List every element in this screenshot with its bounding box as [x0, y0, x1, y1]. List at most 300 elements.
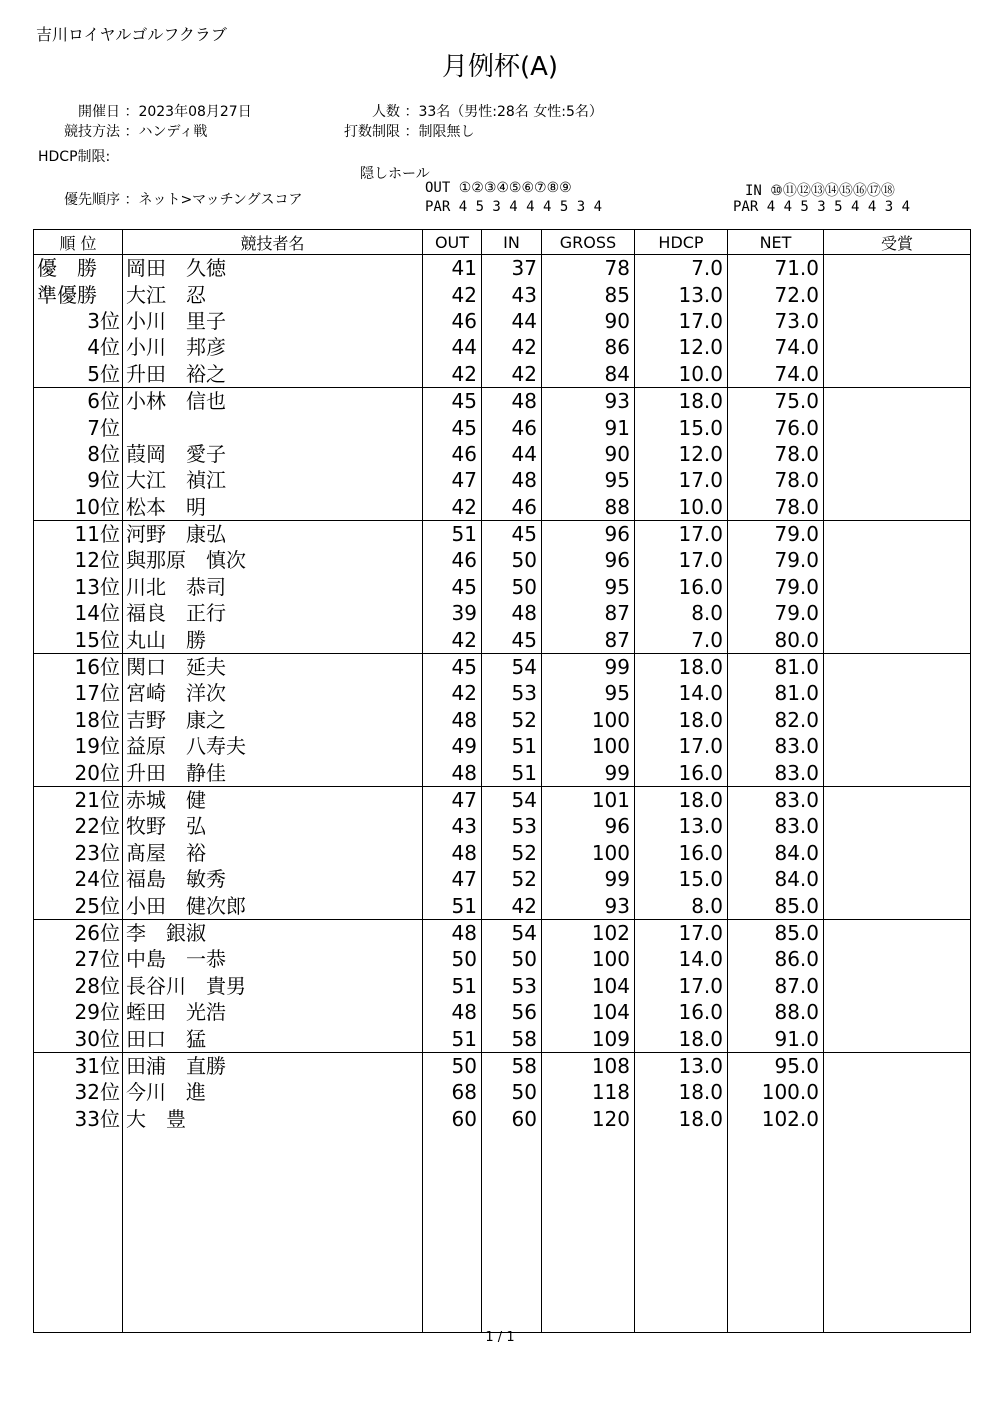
cell-out: 42 [423, 281, 482, 307]
priority-value: ネット>マッチングスコア [138, 192, 303, 208]
table-row [34, 892, 971, 919]
cell-gross: 100 [542, 840, 635, 866]
cell-in: 42 [482, 892, 542, 919]
cell-net: 84.0 [728, 840, 824, 866]
cell-name: 川北 恭司 [123, 574, 423, 600]
cell-award [824, 653, 971, 680]
cell-award [824, 813, 971, 839]
cell-hdcp: 10.0 [635, 361, 728, 388]
table-row [34, 653, 971, 680]
cell-award [824, 441, 971, 467]
cell-gross: 88 [542, 494, 635, 521]
cell-out: 50 [423, 946, 482, 972]
table-row [34, 733, 971, 759]
cell-gross: 78 [542, 255, 635, 282]
cell-name: 長谷川 貴男 [123, 973, 423, 999]
cell-hdcp: 16.0 [635, 999, 728, 1025]
cell-out: 60 [423, 1106, 482, 1132]
cell-out: 42 [423, 361, 482, 388]
cell-gross: 99 [542, 759, 635, 786]
cell-hdcp: 14.0 [635, 680, 728, 706]
cell-gross: 95 [542, 467, 635, 493]
cell-net: 81.0 [728, 680, 824, 706]
cell-out: 42 [423, 626, 482, 653]
col-header-net: NET [728, 230, 824, 255]
cell-in: 48 [482, 387, 542, 414]
col-header-out: OUT [423, 230, 482, 255]
cell-in: 37 [482, 255, 542, 282]
cell-name: 今川 進 [123, 1079, 423, 1105]
col-header-name: 競技者名 [123, 230, 423, 255]
table-row [34, 387, 971, 414]
cell-out: 45 [423, 574, 482, 600]
page-number: 1 / 1 [485, 1330, 515, 1345]
cell-out: 68 [423, 1079, 482, 1105]
players-row [325, 101, 603, 121]
table-row [34, 919, 971, 946]
cell-name: 小田 健次郎 [123, 892, 423, 919]
cell-in: 43 [482, 281, 542, 307]
cell-award [824, 547, 971, 573]
cell-rank: 18位 [34, 707, 123, 733]
cell-name: 中島 一恭 [123, 946, 423, 972]
club-name: 吉川ロイヤルゴルフクラブ [36, 25, 227, 44]
cell-award [824, 680, 971, 706]
separator: ： [404, 104, 419, 120]
cell-rank: 8位 [34, 441, 123, 467]
method-value: ハンディ戦 [138, 124, 208, 140]
cell-in: 48 [482, 467, 542, 493]
cell-gross: 99 [542, 653, 635, 680]
table-row [34, 840, 971, 866]
cell-out: 47 [423, 467, 482, 493]
cell-rank: 23位 [34, 840, 123, 866]
cell-rank: 14位 [34, 600, 123, 626]
cell-hdcp: 14.0 [635, 946, 728, 972]
cell-name: 宮崎 洋次 [123, 680, 423, 706]
cell-hdcp: 17.0 [635, 547, 728, 573]
cell-gross: 95 [542, 574, 635, 600]
cell-net: 75.0 [728, 387, 824, 414]
cell-net: 74.0 [728, 361, 824, 388]
cell-award [824, 999, 971, 1025]
cell-award [824, 707, 971, 733]
cell-hdcp: 17.0 [635, 467, 728, 493]
cell-gross: 104 [542, 973, 635, 999]
cell-name: 蛭田 光浩 [123, 999, 423, 1025]
cell-award [824, 946, 971, 972]
cell-rank: 11位 [34, 520, 123, 547]
cell-net: 84.0 [728, 866, 824, 892]
cell-out: 46 [423, 441, 482, 467]
cell-out: 47 [423, 866, 482, 892]
table-row [34, 973, 971, 999]
cell-hdcp: 17.0 [635, 308, 728, 334]
cell-rank: 15位 [34, 626, 123, 653]
out-par: PAR 4 5 3 4 4 4 5 3 4 [425, 199, 603, 215]
cell-rank: 10位 [34, 494, 123, 521]
cell-award [824, 334, 971, 360]
cell-in: 58 [482, 1025, 542, 1052]
cell-rank: 20位 [34, 759, 123, 786]
table-row [34, 680, 971, 706]
cell-hdcp: 8.0 [635, 600, 728, 626]
cell-award [824, 759, 971, 786]
separator: ： [124, 192, 139, 208]
players-value: 33名（男性:28名 女性:5名） [418, 104, 603, 120]
results-table [33, 229, 971, 1333]
cell-award [824, 1106, 971, 1132]
priority-label: 優先順序 [64, 192, 120, 208]
cell-rank: 33位 [34, 1106, 123, 1132]
cell-in: 46 [482, 414, 542, 440]
cell-award [824, 892, 971, 919]
cell-rank: 優 勝 [34, 255, 123, 282]
cell-rank: 24位 [34, 866, 123, 892]
cell-name: 大 豊 [123, 1106, 423, 1132]
cell-name: 牧野 弘 [123, 813, 423, 839]
cell-hdcp: 7.0 [635, 255, 728, 282]
cell-out: 45 [423, 653, 482, 680]
cell-out: 45 [423, 414, 482, 440]
table-row [34, 467, 971, 493]
cell-hdcp: 13.0 [635, 281, 728, 307]
cell-rank: 19位 [34, 733, 123, 759]
cell-hdcp: 18.0 [635, 707, 728, 733]
cell-in: 53 [482, 973, 542, 999]
cell-gross: 93 [542, 892, 635, 919]
cell-out: 39 [423, 600, 482, 626]
table-row [34, 308, 971, 334]
cell-in: 44 [482, 308, 542, 334]
table-row [34, 547, 971, 573]
cell-hdcp: 7.0 [635, 626, 728, 653]
cell-hdcp: 10.0 [635, 494, 728, 521]
cell-name: 福良 正行 [123, 600, 423, 626]
cell-name: 関口 延夫 [123, 653, 423, 680]
cell-in: 44 [482, 441, 542, 467]
empty-cell [542, 1132, 635, 1333]
table-row [34, 574, 971, 600]
cell-gross: 108 [542, 1052, 635, 1079]
cell-out: 48 [423, 840, 482, 866]
cell-rank: 5位 [34, 361, 123, 388]
cell-rank: 3位 [34, 308, 123, 334]
cell-award [824, 361, 971, 388]
cell-gross: 87 [542, 600, 635, 626]
cell-rank: 25位 [34, 892, 123, 919]
cell-rank: 21位 [34, 786, 123, 813]
cell-hdcp: 15.0 [635, 414, 728, 440]
cell-rank: 12位 [34, 547, 123, 573]
cell-out: 42 [423, 494, 482, 521]
table-row [34, 759, 971, 786]
cell-in: 52 [482, 840, 542, 866]
cell-name: 福島 敏秀 [123, 866, 423, 892]
cell-name: 田口 猛 [123, 1025, 423, 1052]
cell-gross: 91 [542, 414, 635, 440]
cell-net: 83.0 [728, 813, 824, 839]
cell-net: 83.0 [728, 759, 824, 786]
cell-award [824, 626, 971, 653]
cell-out: 50 [423, 1052, 482, 1079]
cell-award [824, 467, 971, 493]
cell-in: 60 [482, 1106, 542, 1132]
empty-cell [728, 1132, 824, 1333]
cell-name: 小川 邦彦 [123, 334, 423, 360]
cell-out: 45 [423, 387, 482, 414]
cell-rank: 9位 [34, 467, 123, 493]
cell-award [824, 1025, 971, 1052]
cell-hdcp: 17.0 [635, 733, 728, 759]
cell-rank: 13位 [34, 574, 123, 600]
cell-out: 43 [423, 813, 482, 839]
table-row [34, 1025, 971, 1052]
empty-cell [34, 1132, 123, 1333]
table-row [34, 520, 971, 547]
cell-in: 42 [482, 361, 542, 388]
cell-award [824, 308, 971, 334]
cell-in: 58 [482, 1052, 542, 1079]
cell-name: 岡田 久徳 [123, 255, 423, 282]
cell-name: 小川 里子 [123, 308, 423, 334]
cell-award [824, 255, 971, 282]
cell-hdcp: 16.0 [635, 840, 728, 866]
cell-award [824, 414, 971, 440]
cell-net: 81.0 [728, 653, 824, 680]
col-header-rank: 順 位 [34, 230, 123, 255]
cell-in: 46 [482, 494, 542, 521]
cell-net: 86.0 [728, 946, 824, 972]
table-row [34, 866, 971, 892]
cell-out: 48 [423, 759, 482, 786]
cell-hdcp: 18.0 [635, 1106, 728, 1132]
cell-name: 升田 静佳 [123, 759, 423, 786]
cell-net: 71.0 [728, 255, 824, 282]
in-par: PAR 4 4 5 3 5 4 4 3 4 [733, 199, 911, 215]
cell-hdcp: 17.0 [635, 973, 728, 999]
table-row [34, 813, 971, 839]
cell-in: 45 [482, 520, 542, 547]
cell-rank: 30位 [34, 1025, 123, 1052]
date-label: 開催日 [78, 104, 120, 120]
col-header-in: IN [482, 230, 542, 255]
cell-gross: 101 [542, 786, 635, 813]
cell-out: 48 [423, 919, 482, 946]
cell-hdcp: 16.0 [635, 574, 728, 600]
cell-net: 78.0 [728, 467, 824, 493]
table-row [34, 999, 971, 1025]
cell-gross: 84 [542, 361, 635, 388]
cell-gross: 99 [542, 866, 635, 892]
cell-award [824, 973, 971, 999]
cell-hdcp: 15.0 [635, 866, 728, 892]
cell-gross: 96 [542, 813, 635, 839]
cell-hdcp: 18.0 [635, 1025, 728, 1052]
cell-name: 髙屋 裕 [123, 840, 423, 866]
cell-net: 79.0 [728, 520, 824, 547]
cell-gross: 100 [542, 733, 635, 759]
cell-name: 赤城 健 [123, 786, 423, 813]
col-header-gross: GROSS [542, 230, 635, 255]
cell-name: 大江 禎江 [123, 467, 423, 493]
separator: ： [404, 124, 419, 140]
out-holes: OUT ①②③④⑤⑥⑦⑧⑨ [425, 180, 572, 196]
cell-net: 83.0 [728, 786, 824, 813]
separator: ： [124, 124, 139, 140]
priority-row [40, 189, 303, 209]
cell-net: 88.0 [728, 999, 824, 1025]
page-title: 月例杯(A) [441, 52, 559, 82]
cell-name: 吉野 康之 [123, 707, 423, 733]
cell-award [824, 494, 971, 521]
table-row [34, 1106, 971, 1132]
cell-award [824, 733, 971, 759]
cell-name: 大江 忍 [123, 281, 423, 307]
method-label: 競技方法 [64, 124, 120, 140]
cell-net: 100.0 [728, 1079, 824, 1105]
table-row [34, 414, 971, 440]
cell-gross: 100 [542, 946, 635, 972]
cell-in: 50 [482, 946, 542, 972]
cell-net: 80.0 [728, 626, 824, 653]
cell-gross: 90 [542, 308, 635, 334]
cell-gross: 102 [542, 919, 635, 946]
cell-name: 丸山 勝 [123, 626, 423, 653]
cell-out: 41 [423, 255, 482, 282]
cell-hdcp: 8.0 [635, 892, 728, 919]
cell-net: 79.0 [728, 600, 824, 626]
cell-hdcp: 17.0 [635, 919, 728, 946]
cell-out: 48 [423, 707, 482, 733]
cell-rank: 17位 [34, 680, 123, 706]
cell-out: 51 [423, 520, 482, 547]
cell-net: 79.0 [728, 547, 824, 573]
cell-name: 田浦 直勝 [123, 1052, 423, 1079]
table-row [34, 494, 971, 521]
table-row [34, 707, 971, 733]
in-holes: IN ⑩⑪⑫⑬⑭⑮⑯⑰⑱ [745, 183, 895, 199]
cell-net: 85.0 [728, 892, 824, 919]
cell-gross: 109 [542, 1025, 635, 1052]
cell-hdcp: 12.0 [635, 334, 728, 360]
date-value: 2023年08月27日 [138, 104, 252, 120]
cell-out: 51 [423, 1025, 482, 1052]
cell-out: 46 [423, 547, 482, 573]
cell-hdcp: 12.0 [635, 441, 728, 467]
cell-in: 51 [482, 759, 542, 786]
table-row [34, 626, 971, 653]
cell-gross: 96 [542, 520, 635, 547]
cell-net: 95.0 [728, 1052, 824, 1079]
cell-in: 52 [482, 866, 542, 892]
hidden-holes-label: 隠しホール [360, 166, 430, 182]
cell-net: 83.0 [728, 733, 824, 759]
cell-gross: 86 [542, 334, 635, 360]
cell-rank: 7位 [34, 414, 123, 440]
cell-award [824, 520, 971, 547]
table-row [34, 255, 971, 282]
cell-rank: 29位 [34, 999, 123, 1025]
cell-award [824, 1052, 971, 1079]
table-row [34, 281, 971, 307]
cell-in: 56 [482, 999, 542, 1025]
cell-rank: 22位 [34, 813, 123, 839]
cell-rank: 28位 [34, 973, 123, 999]
cell-out: 49 [423, 733, 482, 759]
cell-award [824, 600, 971, 626]
table-row [34, 1079, 971, 1105]
cell-award [824, 387, 971, 414]
empty-cell [635, 1132, 728, 1333]
cell-out: 51 [423, 892, 482, 919]
empty-cell [423, 1132, 482, 1333]
cell-gross: 85 [542, 281, 635, 307]
hdcp-limit-label: HDCP制限: [38, 149, 111, 165]
cell-name: 益原 八寿夫 [123, 733, 423, 759]
table-row [34, 334, 971, 360]
cell-award [824, 866, 971, 892]
cell-net: 78.0 [728, 441, 824, 467]
cell-rank: 31位 [34, 1052, 123, 1079]
empty-cell [482, 1132, 542, 1333]
cell-award [824, 840, 971, 866]
cell-in: 54 [482, 919, 542, 946]
cell-in: 48 [482, 600, 542, 626]
method-row [40, 121, 207, 141]
table-row [34, 441, 971, 467]
cell-net: 87.0 [728, 973, 824, 999]
table-row [34, 786, 971, 813]
cell-in: 53 [482, 680, 542, 706]
players-label: 人数 [372, 104, 400, 120]
cell-in: 50 [482, 574, 542, 600]
cell-gross: 104 [542, 999, 635, 1025]
cell-in: 45 [482, 626, 542, 653]
cell-net: 72.0 [728, 281, 824, 307]
cell-gross: 87 [542, 626, 635, 653]
cell-net: 79.0 [728, 574, 824, 600]
cell-gross: 95 [542, 680, 635, 706]
cell-hdcp: 16.0 [635, 759, 728, 786]
cell-hdcp: 18.0 [635, 786, 728, 813]
cell-rank: 準優勝 [34, 281, 123, 307]
cell-gross: 93 [542, 387, 635, 414]
cell-out: 46 [423, 308, 482, 334]
empty-cell [123, 1132, 423, 1333]
cell-name: 河野 康弘 [123, 520, 423, 547]
cell-in: 54 [482, 786, 542, 813]
cell-rank: 32位 [34, 1079, 123, 1105]
cell-award [824, 1079, 971, 1105]
cell-name [123, 414, 423, 440]
cell-net: 73.0 [728, 308, 824, 334]
cell-in: 50 [482, 547, 542, 573]
cell-in: 52 [482, 707, 542, 733]
cell-rank: 26位 [34, 919, 123, 946]
cell-name: 小林 信也 [123, 387, 423, 414]
empty-cell [824, 1132, 971, 1333]
cell-net: 76.0 [728, 414, 824, 440]
cell-out: 44 [423, 334, 482, 360]
cell-award [824, 919, 971, 946]
cell-net: 82.0 [728, 707, 824, 733]
cell-out: 48 [423, 999, 482, 1025]
cell-hdcp: 18.0 [635, 1079, 728, 1105]
stroke-limit-value: 制限無し [418, 124, 475, 140]
cell-net: 91.0 [728, 1025, 824, 1052]
col-header-award: 受賞 [824, 230, 971, 255]
